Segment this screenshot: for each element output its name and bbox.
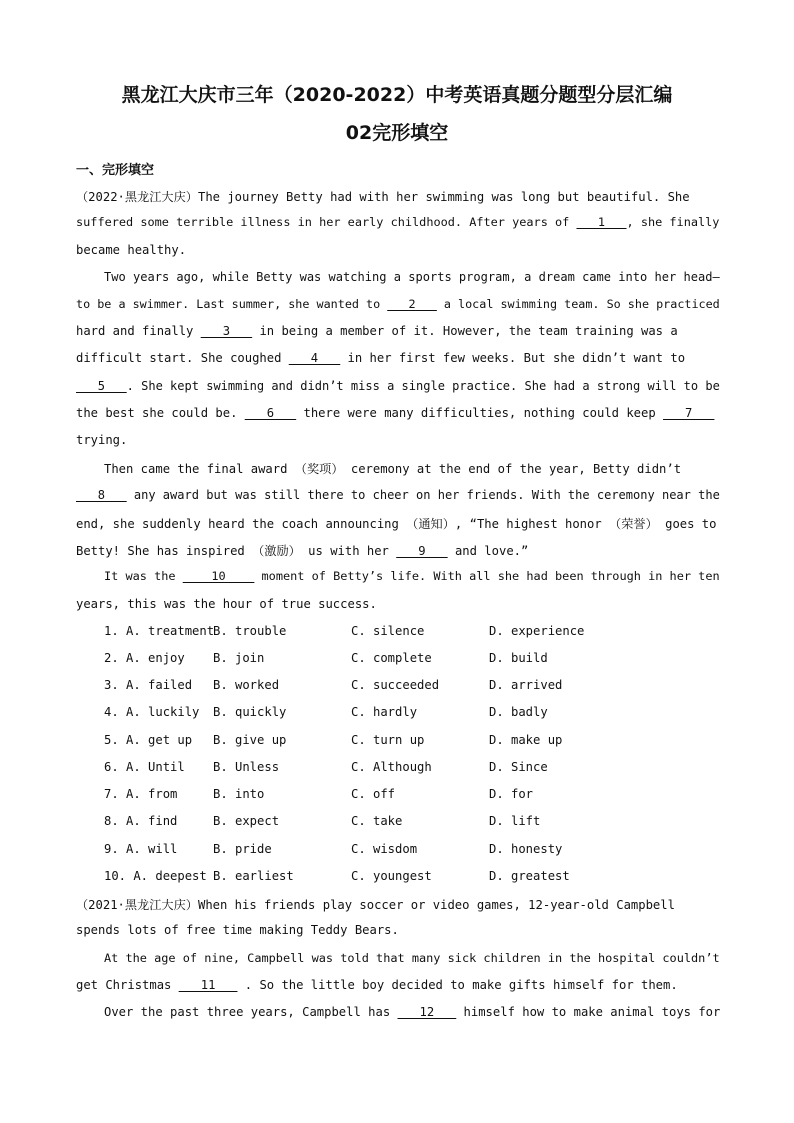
option-c: C. wisdom xyxy=(351,842,418,856)
blank-10: ____10____ xyxy=(182,569,255,583)
passage-line: At the age of nine, Campbell was told that many sick children in the hospital couldn’t xyxy=(104,951,720,965)
option-d: D. build xyxy=(489,651,548,665)
passage-line: Then came the final award （奖项） ceremony at the end of the year, Betty didn’t xyxy=(104,462,682,476)
passage-line: ___8___ any award but was still there to cheer on her friends. With the ceremony near the xyxy=(76,488,720,502)
passage-line: suffered some terrible illness in her early childhood. After years of ___1___, she finally xyxy=(76,215,720,229)
option-a: 3. A. failed xyxy=(104,678,193,692)
blank-8: ___8___ xyxy=(76,488,127,502)
passage-line: （2021·黑龙江大庆）When his friends play soccer or video games, 12-year-old Campbell xyxy=(76,898,675,912)
blank-11: ___11___ xyxy=(178,978,238,992)
option-a: 2. A. enjoy xyxy=(104,651,185,665)
option-c: C. hardly xyxy=(351,705,418,719)
passage-line: to be a swimmer. Last summer, she wanted to ___2___ a local swimming team. So she practiced xyxy=(76,297,720,311)
passage-line: （2022·黑龙江大庆）The journey Betty had with her swimming was long but beautiful. She xyxy=(76,190,690,204)
option-b: B. join xyxy=(213,651,265,665)
option-b: B. worked xyxy=(213,678,280,692)
passage-line: ___5___. She kept swimming and didn’t miss a single practice. She had a strong will to be xyxy=(76,379,720,393)
passage-line: hard and finally ___3___ in being a member of it. However, the team training was a xyxy=(76,324,678,338)
passage-line: It was the ____10____ moment of Betty’s life. With all she had been through in her ten xyxy=(104,569,720,583)
option-b: B. give up xyxy=(213,733,287,747)
blank-2: ___2___ xyxy=(387,297,437,311)
option-a: 4. A. luckily xyxy=(104,705,200,719)
option-d: D. lift xyxy=(489,814,541,828)
option-b: B. Unless xyxy=(213,760,280,774)
option-c: C. off xyxy=(351,787,396,801)
passage-line: years, this was the hour of true success. xyxy=(76,597,377,611)
passage-line: Betty! She has inspired （激励） us with her ___9___ and love.” xyxy=(76,544,529,558)
blank-6: ___6___ xyxy=(244,406,297,420)
section-heading: 一、完形填空 xyxy=(76,163,155,178)
option-a: 5. A. get up xyxy=(104,733,193,747)
option-d: D. greatest xyxy=(489,869,570,883)
option-b: B. expect xyxy=(213,814,280,828)
blank-1: ___1___ xyxy=(576,215,627,229)
passage-line: the best she could be. ___6___ there were many difficulties, nothing could keep ___7___ xyxy=(76,406,715,420)
blank-12: ___12___ xyxy=(397,1005,457,1019)
option-c: C. silence xyxy=(351,624,425,638)
option-c: C. take xyxy=(351,814,403,828)
option-d: D. for xyxy=(489,787,534,801)
passage-line: became healthy. xyxy=(76,243,187,257)
blank-4: ___4___ xyxy=(288,351,341,365)
option-b: B. quickly xyxy=(213,705,287,719)
option-a: 10. A. deepest xyxy=(104,869,207,883)
passage-line: get Christmas ___11___ . So the little boy decided to make gifts himself for them. xyxy=(76,978,678,992)
passage-line: difficult start. She coughed ___4___ in her first few weeks. But she didn’t want to xyxy=(76,351,686,365)
document-title: 黑龙江大庆市三年（2020-2022）中考英语真题分题型分层汇编 xyxy=(121,84,673,106)
option-c: C. youngest xyxy=(351,869,432,883)
option-a: 1. A. treatment xyxy=(104,624,215,638)
blank-9: ___9___ xyxy=(396,544,448,558)
option-d: D. make up xyxy=(489,733,563,747)
blank-7: ___7___ xyxy=(663,406,715,420)
option-d: D. Since xyxy=(489,760,548,774)
option-b: B. into xyxy=(213,787,265,801)
option-b: B. trouble xyxy=(213,624,287,638)
option-c: C. succeeded xyxy=(351,678,440,692)
option-d: D. honesty xyxy=(489,842,563,856)
blank-5: ___5___ xyxy=(76,379,127,393)
option-a: 8. A. find xyxy=(104,814,178,828)
document-subtitle: 02完形填空 xyxy=(345,122,449,144)
option-d: D. experience xyxy=(489,624,585,638)
option-b: B. pride xyxy=(213,842,272,856)
blank-3: ___3___ xyxy=(200,324,253,338)
option-a: 6. A. Until xyxy=(104,760,185,774)
option-c: C. complete xyxy=(351,651,432,665)
option-d: D. badly xyxy=(489,705,548,719)
option-c: C. Although xyxy=(351,760,432,774)
option-b: B. earliest xyxy=(213,869,294,883)
passage-line: trying. xyxy=(76,433,128,447)
option-a: 9. A. will xyxy=(104,842,178,856)
option-a: 7. A. from xyxy=(104,787,178,801)
passage-line: Two years ago, while Betty was watching a sports program, a dream came into her head— xyxy=(104,270,720,284)
passage-line: Over the past three years, Campbell has ___12___ himself how to make animal toys for xyxy=(104,1005,721,1019)
passage-line: end, she suddenly heard the coach announcing （通知）, “The highest honor （荣誉） goes to xyxy=(76,517,717,531)
option-c: C. turn up xyxy=(351,733,425,747)
option-d: D. arrived xyxy=(489,678,563,692)
passage-line: spends lots of free time making Teddy Bears. xyxy=(76,923,399,937)
